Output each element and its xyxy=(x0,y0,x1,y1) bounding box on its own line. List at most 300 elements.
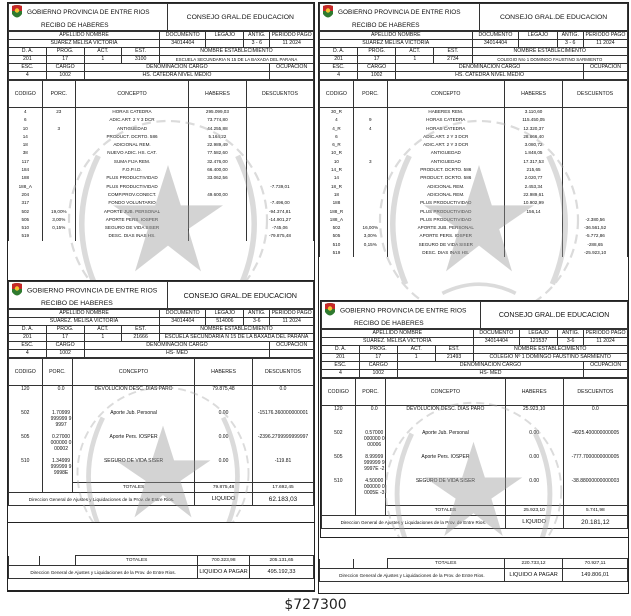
line-porc xyxy=(354,249,387,257)
line-concepto: DEVOLUCIÓN DESC. DÍAS PARO xyxy=(406,406,485,412)
line-descuentos: -5.772,86 xyxy=(585,233,605,239)
line-descuentos: -2396.2799999999997 xyxy=(257,434,309,440)
line-concepto: NUEVO ADIC. HS. CAT. xyxy=(107,150,157,156)
line-codigo: 519 xyxy=(332,250,341,256)
line-concepto: PLUS PRODUCTIVIDAD xyxy=(106,183,158,189)
label-cargo: CARGO xyxy=(358,64,396,72)
label-antig: ANTIG. xyxy=(558,330,584,338)
line-porc: 0.0 xyxy=(57,386,65,392)
act-value: 1 xyxy=(397,354,435,362)
label-act: ACT. xyxy=(84,326,122,334)
line-descuentos xyxy=(563,174,627,182)
line-haberes: 28.866,40 xyxy=(523,133,544,139)
total-haberes: 25.923,10 xyxy=(505,506,563,516)
documento-value: 34014404 xyxy=(160,318,206,326)
label-est: EST. xyxy=(122,326,160,334)
line-codigo: 510 xyxy=(332,241,341,247)
line-descuentos xyxy=(563,191,627,199)
line-haberes: 0.00 xyxy=(218,410,229,416)
line-porc xyxy=(354,166,387,174)
col-codigo: CODIGO xyxy=(322,379,356,406)
label-periodo: PERIODO PAGO xyxy=(271,32,312,38)
line-concepto: APORTE PERS. IOSPER xyxy=(105,216,159,222)
label-legajo: LEGAJO xyxy=(520,330,558,338)
label-prog: PROG. xyxy=(46,326,84,334)
line-haberes: 66.400,00 xyxy=(207,167,228,173)
line-descuentos xyxy=(563,141,627,149)
liquido-label: LIQUIDO xyxy=(195,493,253,506)
receipt-1-totals xyxy=(7,555,315,591)
line-codigo: 502 xyxy=(334,430,343,436)
line-concepto: DEVOLUCIÓN DESC. DÍAS PARO xyxy=(94,386,173,392)
employee-name: SUAREZ MELISA VICTORIA xyxy=(320,40,473,48)
line-porc xyxy=(354,174,387,182)
concepto-column xyxy=(76,108,189,241)
cargo-value: 1002 xyxy=(359,370,397,378)
label-establecimiento: NOMBRE ESTABLECIMIENTO xyxy=(473,346,628,354)
label-establecimiento: NOMBRE ESTABLECIMIENTO xyxy=(160,48,314,56)
ocupacion-value xyxy=(270,72,314,80)
col-concepto: CONCEPTO xyxy=(386,379,505,406)
col-haberes: HABERES xyxy=(195,359,253,386)
line-concepto: COMP.PROV.CONECT. xyxy=(107,191,157,197)
line-haberes: 17.317,53 xyxy=(523,158,544,164)
line-haberes: 0.00 xyxy=(529,478,540,484)
line-descuentos xyxy=(247,141,313,149)
line-porc: 0.27000 000000 000002 xyxy=(50,434,72,452)
codigo-column xyxy=(320,108,354,258)
line-haberes xyxy=(505,232,563,240)
col-concepto: CONCEPTO xyxy=(387,81,504,108)
da-value: 201 xyxy=(9,56,47,64)
porc-column xyxy=(42,386,73,483)
line-descuentos: -777.7000000000005 xyxy=(571,454,620,460)
col-descuentos: DESCUENTOS xyxy=(563,379,627,406)
line-descuentos xyxy=(247,191,313,199)
label-documento: DOCUMENTO xyxy=(160,310,206,318)
footer-org: Direccion General de Ajustes y Liquidaciones de la Prov. de Entre Rios. xyxy=(320,569,505,582)
est-value: 21666 xyxy=(122,334,160,342)
line-descuentos xyxy=(247,108,313,116)
footer-org: Direccion General de Ajustes y Liquidaciones de la Prov. de Entre Rios. xyxy=(9,493,195,506)
label-cargo: CARGO xyxy=(359,362,397,370)
legajo-value xyxy=(206,40,244,48)
label-legajo: LEGAJO xyxy=(519,32,557,40)
label-periodo: PERIODO PAGO xyxy=(585,330,626,336)
label-act: ACT. xyxy=(396,48,434,56)
line-codigo: 38 xyxy=(22,150,28,156)
line-haberes: 10.902,99 xyxy=(523,200,544,206)
label-act: ACT. xyxy=(397,346,435,354)
line-concepto: ADIC.ART. 2 Y 3 DCR xyxy=(423,142,469,148)
line-concepto: ADICIONAL REM. xyxy=(113,142,151,148)
da-value: 201 xyxy=(9,334,47,342)
line-concepto: ANTIGUEDAD xyxy=(430,150,461,156)
liquido-value: 62.183,03 xyxy=(252,493,313,506)
total-haberes: 220.733,12 xyxy=(504,559,563,569)
line-porc xyxy=(354,108,387,116)
line-porc xyxy=(354,216,387,224)
col-haberes: HABERES xyxy=(188,81,246,108)
line-haberes xyxy=(189,232,246,240)
line-descuentos: 0.0 xyxy=(279,386,287,392)
label-cargo: CARGO xyxy=(46,64,84,72)
line-codigo: 505 xyxy=(21,216,30,222)
periodo-value: 11 2024 xyxy=(270,318,314,326)
line-codigo: 14 xyxy=(333,175,339,181)
line-porc: 1.70999 999999 99997 xyxy=(50,410,72,428)
receipt-header xyxy=(321,301,628,329)
descuentos-column xyxy=(563,406,627,506)
label-denominacion: DENOMINACION CARGO xyxy=(84,64,270,72)
line-codigo: 502 xyxy=(332,225,341,231)
line-porc: 16,00% xyxy=(362,225,379,231)
line-descuentos: -4925.400000000005 xyxy=(571,430,620,436)
line-concepto: Aporte Pers. IOSPER xyxy=(421,454,470,460)
periodo-value: 11 2024 xyxy=(270,40,314,48)
periodo-value: 11 2024 xyxy=(584,338,628,346)
line-codigo: 10 xyxy=(22,125,28,131)
line-haberes: 3.110,60 xyxy=(524,109,543,114)
line-concepto: APORTE PERS. IOSPER xyxy=(419,233,473,239)
gov-title: GOBIERNO PROVINCIA DE ENTRE RIOS xyxy=(338,9,461,17)
col-codigo: CODIGO xyxy=(9,359,43,386)
line-codigo: 10_R xyxy=(330,150,342,156)
line-concepto: HORAS CATEDRA xyxy=(112,109,152,114)
receipt-4 xyxy=(320,300,629,538)
haberes-column xyxy=(195,386,253,483)
est-value: 21493 xyxy=(435,354,473,362)
line-porc xyxy=(354,191,387,199)
concepts-table xyxy=(8,358,314,506)
line-codigo: 510 xyxy=(21,458,30,464)
line-concepto: Aporte Pers. IOSPER xyxy=(109,434,158,440)
line-descuentos xyxy=(247,149,313,157)
line-haberes: 1.848,05 xyxy=(524,150,543,156)
receipt-header xyxy=(8,3,314,31)
line-codigo: 120 xyxy=(334,406,343,412)
col-codigo: CODIGO xyxy=(320,81,354,108)
col-descuentos: DESCUENTOS xyxy=(252,359,313,386)
line-concepto: HORAS CATEDRA xyxy=(426,125,466,131)
line-porc xyxy=(354,133,387,141)
line-concepto: SEGURO DE VIDA SISER xyxy=(103,458,164,464)
cargo-value: 1002 xyxy=(358,72,396,80)
line-descuentos xyxy=(563,199,627,207)
descuentos-column xyxy=(563,108,628,258)
liquido-value: 495.192,33 xyxy=(249,566,313,579)
antig-value: 3-6 xyxy=(558,338,584,346)
line-codigo: 18_R xyxy=(330,183,342,189)
line-codigo: 120 xyxy=(21,386,30,392)
label-antig: ANTIG. xyxy=(244,32,270,40)
line-porc: 4 xyxy=(369,125,372,131)
label-est: EST. xyxy=(122,48,160,56)
council-name: CONSEJO GRAL.DE EDUCACION xyxy=(167,282,313,309)
prog-value: 17 xyxy=(358,56,396,64)
label-documento: DOCUMENTO xyxy=(472,32,519,40)
label-da: D. A. xyxy=(9,48,47,56)
label-est: EST. xyxy=(434,48,472,56)
codigo-column xyxy=(322,406,356,506)
council-name: CONSEJO GRAL.DE EDUCACION xyxy=(481,302,628,329)
line-haberes: 0.00 xyxy=(529,454,540,460)
line-descuentos: -7.496,00 xyxy=(270,200,290,206)
line-descuentos xyxy=(563,166,627,174)
line-porc xyxy=(354,208,387,216)
line-concepto: HABERES REM. xyxy=(428,109,464,114)
line-haberes: 0.00 xyxy=(218,434,229,440)
line-haberes: 3.080,72 xyxy=(524,142,543,148)
line-haberes: 49.600,00 xyxy=(207,191,228,197)
label-name: APELLIDO NOMBRE xyxy=(320,32,473,40)
line-descuentos: -94.374,81 xyxy=(268,208,291,214)
line-descuentos xyxy=(247,116,313,124)
label-documento: DOCUMENTO xyxy=(160,32,206,40)
employee-name: SUAREZ MELISA VICTORIA xyxy=(9,40,160,48)
line-codigo: 519 xyxy=(21,233,30,239)
label-denominacion: DENOMINACION CARGO xyxy=(84,342,270,350)
da-value: 201 xyxy=(322,354,360,362)
line-haberes: 32.476,00 xyxy=(207,158,228,164)
line-concepto: PRODUCT. DCRTO. 586 xyxy=(420,167,472,173)
descuentos-column xyxy=(246,108,313,241)
line-descuentos: -745,06 xyxy=(272,225,288,231)
label-esc: ESC. xyxy=(322,362,360,370)
line-codigo: 188_A xyxy=(329,216,344,222)
cargo-value: 1002 xyxy=(46,72,84,80)
receipt-title: RECIBO DE HABERES xyxy=(41,22,109,29)
line-porc xyxy=(43,116,76,124)
line-porc: 3,00% xyxy=(363,233,377,239)
total-haberes: 79.875,48 xyxy=(195,483,253,493)
line-porc xyxy=(43,199,76,207)
legajo-value: 514006 xyxy=(206,318,244,326)
line-descuentos xyxy=(563,133,627,141)
line-haberes: 22.989,49 xyxy=(207,142,228,148)
line-porc: 4.50000 000000 00005E -3 xyxy=(363,478,385,496)
line-haberes: 77.582,60 xyxy=(207,150,228,156)
porc-column xyxy=(355,406,386,506)
legajo-value xyxy=(519,40,557,48)
total-descuentos: 205.131,65 xyxy=(249,556,313,566)
line-porc: 3 xyxy=(57,125,61,131)
liquido-label: LIQUIDO A PAGAR xyxy=(504,569,563,582)
liquido-label: LIQUIDO A PAGAR xyxy=(198,566,250,579)
line-concepto: FONDO VOLUNTARIO xyxy=(108,200,156,206)
antig-value: 3 - 6 xyxy=(557,40,583,48)
line-porc xyxy=(43,149,76,157)
porc-column xyxy=(353,108,387,258)
label-ocupacion: OCUPACION xyxy=(584,362,628,370)
line-codigo: 18 xyxy=(22,142,28,148)
line-porc: 8.99999 999999 99997E -2 xyxy=(363,454,385,472)
col-haberes: HABERES xyxy=(504,81,563,108)
province-shield-icon xyxy=(324,302,336,319)
line-haberes xyxy=(505,249,563,257)
label-periodo: PERIODO PAGO xyxy=(583,32,627,40)
line-descuentos xyxy=(247,158,313,166)
total-descuentos: 17.692,45 xyxy=(252,483,313,493)
gov-title: GOBIERNO PROVINCIA DE ENTRE RIOS xyxy=(27,287,158,295)
line-porc xyxy=(43,183,76,191)
act-value: 1 xyxy=(396,56,434,64)
label-denominacion: DENOMINACION CARGO xyxy=(397,362,583,370)
concepts-table xyxy=(321,378,628,529)
receipt-header xyxy=(319,3,628,31)
da-value: 201 xyxy=(320,56,358,64)
line-descuentos xyxy=(563,158,627,166)
haberes-column xyxy=(188,108,246,241)
totales-label: TOTALES xyxy=(386,506,505,516)
line-codigo: 188_A xyxy=(18,183,32,189)
line-descuentos xyxy=(563,116,627,124)
col-porc: PORC. xyxy=(353,81,387,108)
line-concepto: Aporte Jub. Personal xyxy=(422,430,469,436)
documento-value: 34014404 xyxy=(160,40,206,48)
totals-table xyxy=(8,555,314,579)
totales-label: TOTALES xyxy=(387,559,504,569)
line-porc: 0.57000 000000 000006 xyxy=(363,430,385,448)
line-codigo: 505 xyxy=(334,454,343,460)
receipt-title: RECIBO DE HABERES xyxy=(352,22,420,29)
prog-value: 17 xyxy=(46,56,84,64)
label-periodo: PERIODO PAGO xyxy=(271,310,312,316)
cargo-value: 1002 xyxy=(46,350,84,358)
line-haberes: 12.320,37 xyxy=(523,125,544,131)
line-codigo: 4_R xyxy=(332,125,341,131)
line-codigo: 188 xyxy=(332,200,341,206)
col-concepto: CONCEPTO xyxy=(73,359,195,386)
total-haberes: 700.323,98 xyxy=(198,556,250,566)
label-establecimiento: NOMBRE ESTABLECIMIENTO xyxy=(472,48,628,56)
line-codigo: 188 xyxy=(21,175,30,181)
line-codigo: 4 xyxy=(335,117,338,123)
denominacion-value: HS- MED xyxy=(84,350,270,358)
line-descuentos: -2.380,56 xyxy=(585,216,605,222)
line-descuentos: 0.0 xyxy=(591,406,599,412)
line-descuentos xyxy=(247,166,313,174)
line-porc xyxy=(43,191,76,199)
esc-value: 4 xyxy=(9,72,47,80)
label-antig: ANTIG. xyxy=(244,310,270,318)
line-descuentos: -79.875,48 xyxy=(268,233,291,239)
label-da: D. A. xyxy=(322,346,360,354)
ocupacion-value xyxy=(270,350,314,358)
line-codigo: 4 xyxy=(23,109,27,114)
line-porc: 3,00% xyxy=(52,216,66,222)
prog-value: 17 xyxy=(359,354,397,362)
label-documento: DOCUMENTO xyxy=(473,330,520,338)
line-descuentos xyxy=(563,149,627,157)
line-haberes xyxy=(505,224,563,232)
line-concepto: ADIC.ART. 2 Y 3 DCR xyxy=(109,117,155,123)
totales-label: TOTALES xyxy=(76,556,198,566)
label-da: D. A. xyxy=(320,48,358,56)
line-codigo: 188_R xyxy=(329,208,344,214)
ocupacion-value xyxy=(583,72,627,80)
total-descuentos: 70.927,11 xyxy=(563,559,628,569)
col-descuentos: DESCUENTOS xyxy=(563,81,628,108)
haberes-column xyxy=(505,406,563,506)
line-codigo: 184 xyxy=(21,167,30,173)
label-ocupacion: OCUPACION xyxy=(270,64,314,72)
establecimiento-value: ESCUELA SECUNDARIA N 15 DE LA BAXADA DEL PARANA xyxy=(160,334,314,342)
receipt-header xyxy=(8,281,314,309)
line-concepto: ANTIGUEDAD xyxy=(116,125,148,131)
line-porc xyxy=(43,133,76,141)
line-haberes: 0.00 xyxy=(529,430,540,436)
receipt-2-totals xyxy=(318,558,629,594)
line-porc: 3 xyxy=(369,158,372,164)
col-porc: PORC. xyxy=(42,81,76,108)
council-name: CONSEJO GRAL.DE EDUCACION xyxy=(167,4,313,31)
line-haberes: 2.453,34 xyxy=(524,183,543,189)
line-concepto: PRODUCT. DCRTO. 586 xyxy=(420,175,472,181)
label-ocupacion: OCUPACION xyxy=(270,342,314,350)
line-haberes: 215,65 xyxy=(526,167,541,173)
concepts-table xyxy=(319,80,628,257)
denominacion-value: HS. CATEDRA NIVEL MEDIO xyxy=(396,72,584,80)
label-name: APELLIDO NOMBRE xyxy=(322,330,474,338)
gov-title: GOBIERNO PROVINCIA DE ENTRE RIOS xyxy=(340,307,467,315)
line-haberes xyxy=(505,241,563,249)
line-descuentos xyxy=(247,174,313,182)
periodo-value: 11 2024 xyxy=(583,40,627,48)
line-haberes: 33.062,56 xyxy=(207,175,228,181)
line-porc xyxy=(43,141,76,149)
concepto-column xyxy=(387,108,504,258)
establecimiento-value: COLEGIO Nº 1 DOMINGO FAUSTINO SARMIENTO xyxy=(473,354,628,362)
line-haberes: 44.255,88 xyxy=(207,125,228,131)
line-concepto: Aporte Jub. Personal xyxy=(110,410,157,416)
documento-value: 34014404 xyxy=(473,338,520,346)
line-codigo: 18 xyxy=(333,191,339,197)
line-codigo: 502 xyxy=(21,410,30,416)
concepto-column xyxy=(73,386,195,483)
denominacion-value: HS- MED xyxy=(397,370,583,378)
line-concepto: ADIC.ART. 2 Y 3 DCR xyxy=(423,133,469,139)
line-codigo: 510 xyxy=(21,225,30,231)
line-porc: 23 xyxy=(56,109,62,114)
establecimiento-value: COLEGIO Nro 1 DOMINGO FAUSTINO SARMIENTO xyxy=(472,56,628,64)
line-codigo: 10 xyxy=(333,158,339,164)
liquido-value: 149.806,01 xyxy=(563,569,628,582)
act-value: 1 xyxy=(84,334,122,342)
label-ocupacion: OCUPACION xyxy=(583,64,627,72)
legajo-value: 121537 xyxy=(520,338,558,346)
line-descuentos: -15176.360000000001 xyxy=(257,410,309,416)
label-name: APELLIDO NOMBRE xyxy=(9,32,160,40)
line-concepto: SEGURO DE VIDA SISER xyxy=(104,225,160,231)
line-concepto: SUMA FIJA REM. xyxy=(113,158,151,164)
label-legajo: LEGAJO xyxy=(206,32,244,40)
esc-value: 4 xyxy=(9,350,47,358)
line-concepto: DESC. DIAS INAS HS. xyxy=(108,233,156,239)
line-porc xyxy=(354,149,387,157)
line-haberes xyxy=(189,208,246,216)
line-descuentos xyxy=(563,125,627,133)
haberes-column xyxy=(504,108,563,258)
esc-value: 4 xyxy=(320,72,358,80)
col-porc: PORC. xyxy=(42,359,73,386)
total-caption: $727300 xyxy=(284,597,347,613)
line-porc xyxy=(354,141,387,149)
line-porc: 19,00% xyxy=(51,208,67,214)
line-concepto: HORAS CATEDRA xyxy=(426,117,466,123)
line-descuentos xyxy=(563,183,627,191)
line-descuentos xyxy=(247,133,313,141)
